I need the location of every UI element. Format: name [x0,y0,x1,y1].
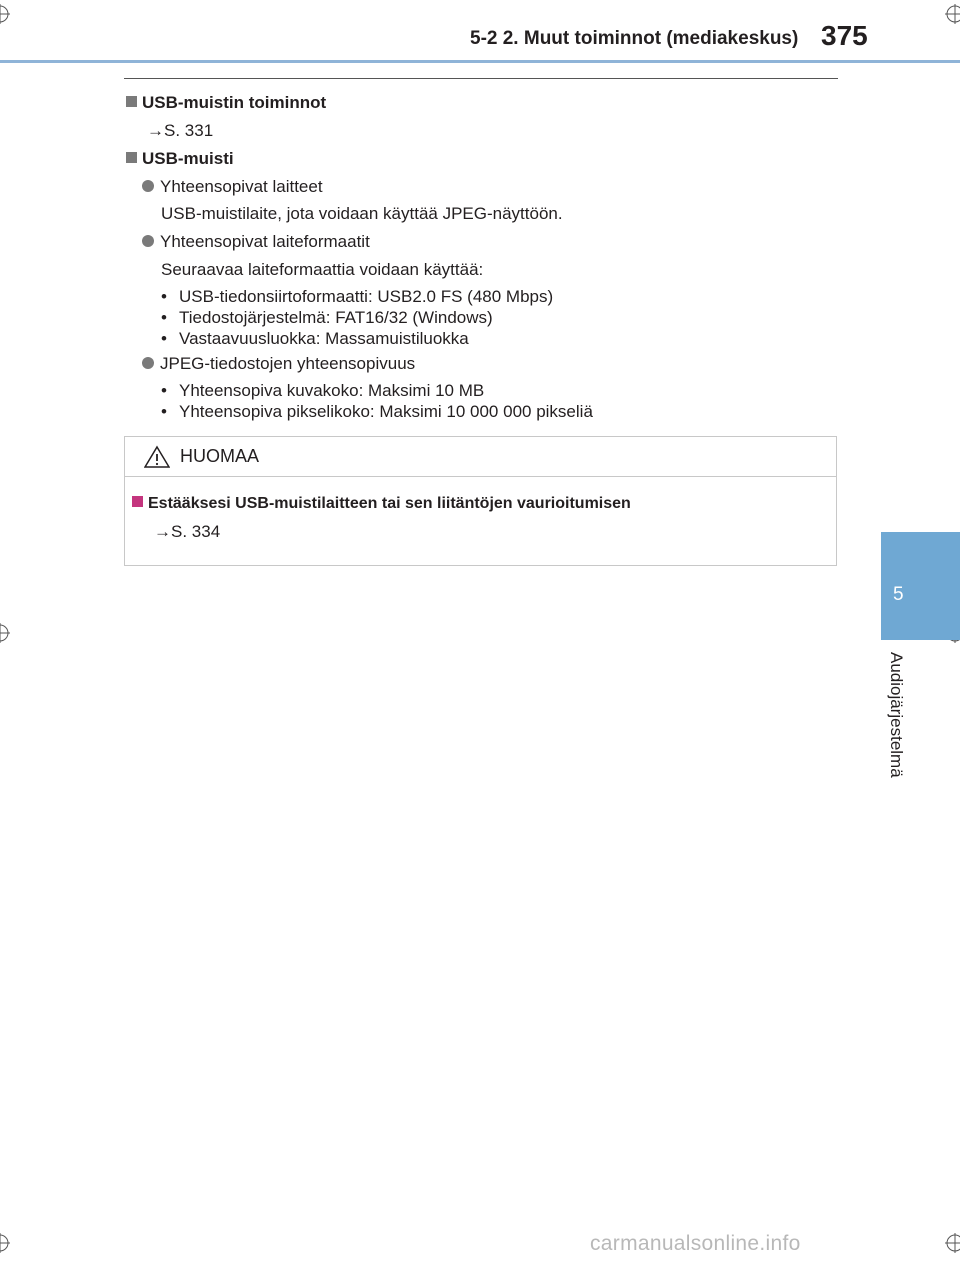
circle-bullet-icon [142,235,154,247]
watermark: carmanualsonline.info [590,1232,801,1255]
page-number: 375 [821,20,868,51]
arrow-icon: → [154,522,171,541]
list-item: • Vastaavuusluokka: Massamuistiluokka [161,329,469,348]
notice-label: HUOMAA [180,446,260,466]
square-bullet-icon [126,152,137,163]
chapter-title: Audiojärjestelmä [887,652,906,778]
list-item: • USB-tiedonsiirtoformaatti: USB2.0 FS (480 Mbps) [161,287,554,306]
page-reference[interactable]: →S. 331 [147,121,214,140]
list-item: • Yhteensopiva pikselikoko: Maksimi 10 000 000 pikseliä [161,402,593,421]
registration-mark-icon [0,4,10,24]
content-rule [124,78,838,79]
circle-bullet-icon [142,357,154,369]
notice-heading: Estääksesi USB-muistilaitteen tai sen liitäntöjen vaurioitumisen [132,495,631,513]
notice-page-reference[interactable]: →S. 334 [154,522,221,541]
list-item: • Yhteensopiva kuvakoko: Maksimi 10 MB [161,381,485,400]
bullet-compatible-devices: Yhteensopivat laitteet [142,177,323,197]
warning-triangle-icon [144,445,170,469]
list-item: • Tiedostojärjestelmä: FAT16/32 (Windows) [161,308,493,327]
section-title: 5-2 2. Muut toiminnot (mediakeskus) [470,28,799,49]
chapter-number: 5 [893,584,904,605]
square-bullet-icon [126,96,137,107]
registration-mark-icon [945,1233,960,1253]
chapter-tab[interactable] [881,532,960,640]
circle-bullet-icon [142,180,154,192]
registration-mark-icon [945,4,960,24]
notice-box [124,436,837,566]
bullet-device-formats: Yhteensopivat laiteformaatit [142,232,370,252]
arrow-icon: → [147,121,164,140]
notice-divider [125,476,836,477]
paragraph-text: USB-muistilaite, jota voidaan käyttää JPEG-näyttöön. [161,204,563,223]
bullet-jpeg-compatibility: JPEG-tiedostojen yhteensopivuus [142,354,415,374]
heading-usb-memory: USB-muisti [126,149,234,169]
heading-usb-functions: USB-muistin toiminnot [126,93,326,113]
paragraph-text: Seuraavaa laiteformaattia voidaan käyttää: [161,260,484,279]
registration-mark-icon [0,623,10,643]
header-rule [0,60,960,63]
registration-mark-icon [0,1233,10,1253]
square-bullet-icon [132,496,143,507]
